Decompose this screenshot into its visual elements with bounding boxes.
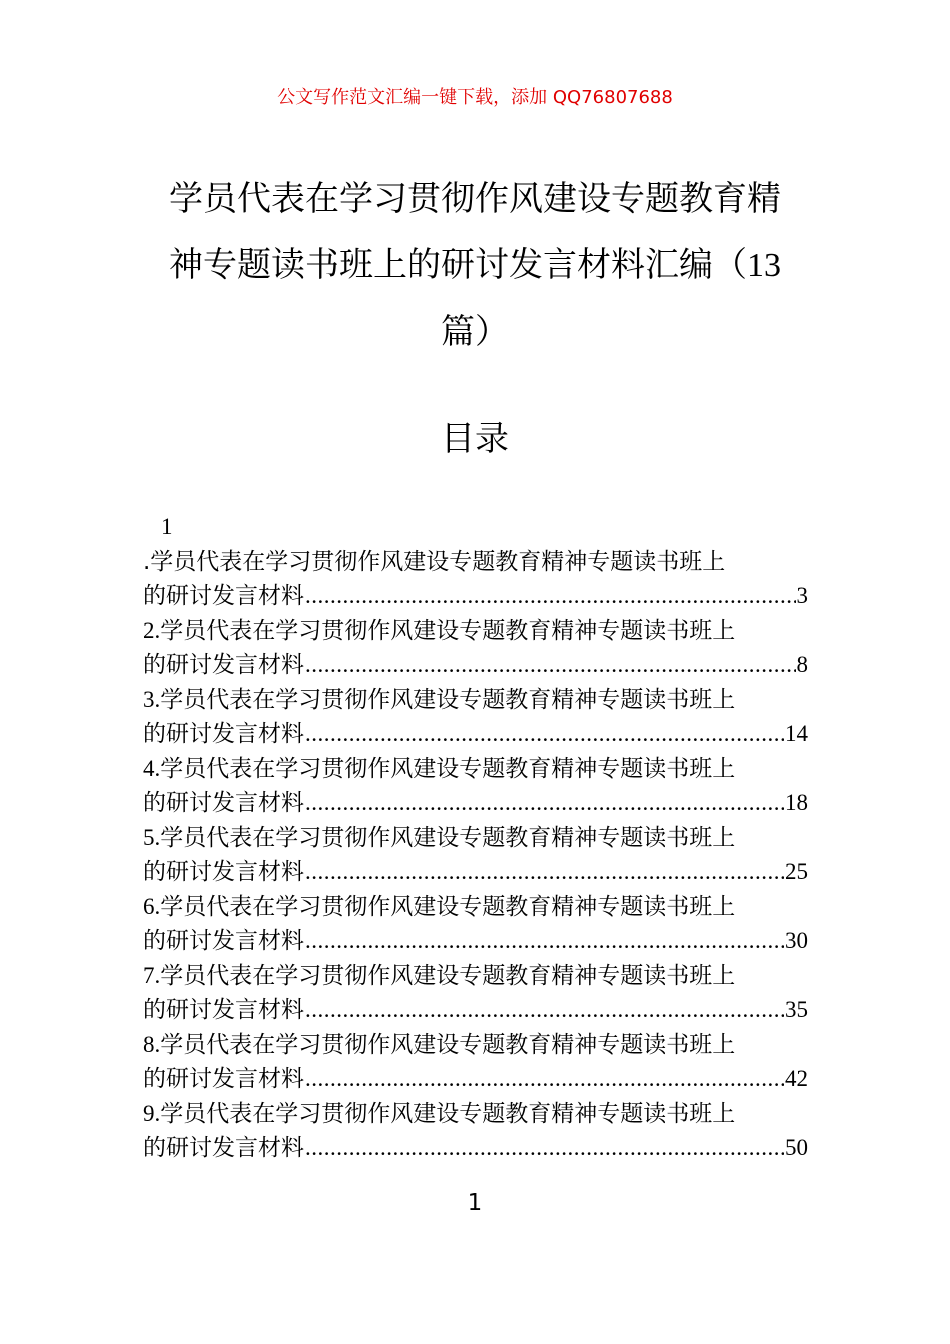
- toc-entry[interactable]: [143, 959, 808, 1028]
- toc-dot-leader: [305, 648, 796, 683]
- toc-dot-leader: [305, 993, 784, 1028]
- toc-heading: 目录: [441, 419, 509, 459]
- toc-dot-leader: [305, 855, 784, 890]
- toc-entry-number: 4.: [143, 755, 161, 781]
- toc-dot-leader: [305, 786, 784, 821]
- title-line-2-text: 神专题读书班上的研讨发言材料汇编（: [169, 245, 747, 285]
- toc-entry-page: 42: [785, 1066, 808, 1091]
- toc-entry-title-line1: .学员代表在学习贯彻作风建设专题教育精神专题读书班上: [143, 548, 726, 575]
- toc-entry[interactable]: [143, 510, 808, 614]
- table-of-contents: [143, 510, 808, 1166]
- toc-entry[interactable]: [143, 614, 808, 683]
- toc-entry-page: 8: [796, 652, 808, 677]
- toc-entry-title-line2: 的研讨发言材料: [143, 1066, 304, 1092]
- download-notice: 公文写作范文汇编一键下载，添加 QQ76807688: [277, 87, 673, 108]
- title-line-2: [150, 232, 800, 299]
- toc-entry-number: 5.: [143, 824, 161, 850]
- toc-entry-title-line1: 学员代表在学习贯彻作风建设专题教育精神专题读书班上: [160, 1031, 736, 1058]
- toc-entry-title-line1: 学员代表在学习贯彻作风建设专题教育精神专题读书班上: [160, 686, 736, 713]
- toc-entry-title-line1: 学员代表在学习贯彻作风建设专题教育精神专题读书班上: [160, 755, 736, 782]
- toc-entry-number: 6.: [143, 893, 161, 919]
- page-number: 1: [467, 1190, 483, 1216]
- document-title: [150, 166, 800, 365]
- toc-entry[interactable]: [143, 890, 808, 959]
- toc-entry[interactable]: [143, 821, 808, 890]
- toc-entry-title-line1: 学员代表在学习贯彻作风建设专题教育精神专题读书班上: [160, 893, 736, 920]
- toc-entry[interactable]: [143, 752, 808, 821]
- toc-entry-title-line2: 的研讨发言材料: [143, 721, 304, 747]
- toc-dot-leader: [305, 1062, 784, 1097]
- toc-entry-title-line2: 的研讨发言材料: [143, 652, 304, 678]
- toc-entry-page: 35: [785, 997, 808, 1022]
- toc-entry-number: 9.: [143, 1100, 161, 1126]
- toc-entry-title-line1: 学员代表在学习贯彻作风建设专题教育精神专题读书班上: [160, 824, 736, 851]
- toc-entry-title-line2: 的研讨发言材料: [143, 1135, 304, 1161]
- toc-dot-leader: [305, 1131, 784, 1166]
- title-line-3: 篇）: [441, 312, 509, 352]
- toc-entry[interactable]: [143, 683, 808, 752]
- toc-dot-leader: [305, 579, 796, 614]
- toc-entry-page: 30: [785, 928, 808, 953]
- toc-entry-page: 25: [785, 859, 808, 884]
- toc-dot-leader: [305, 924, 784, 959]
- toc-entry-title-line2: 的研讨发言材料: [143, 790, 304, 816]
- title-article-count: 13: [747, 247, 781, 284]
- toc-entry-number: 1: [161, 514, 173, 539]
- toc-entry-title-line2: 的研讨发言材料: [143, 583, 304, 609]
- toc-entry-title-line1: 学员代表在学习贯彻作风建设专题教育精神专题读书班上: [160, 617, 736, 644]
- toc-entry[interactable]: [143, 1028, 808, 1097]
- toc-entry-page: 3: [796, 583, 808, 608]
- toc-entry-title-line2: 的研讨发言材料: [143, 859, 304, 885]
- toc-entry-page: 14: [785, 721, 808, 746]
- toc-entry-title-line2: 的研讨发言材料: [143, 997, 304, 1023]
- toc-entry-title-line1: 学员代表在学习贯彻作风建设专题教育精神专题读书班上: [160, 962, 736, 989]
- toc-entry-title-line1: 学员代表在学习贯彻作风建设专题教育精神专题读书班上: [160, 1100, 736, 1127]
- toc-entry-page: 18: [785, 790, 808, 815]
- toc-dot-leader: [305, 717, 784, 752]
- toc-entry-title-line2: 的研讨发言材料: [143, 928, 304, 954]
- toc-entry-number: 3.: [143, 686, 161, 712]
- title-line-1: 学员代表在学习贯彻作风建设专题教育精: [169, 179, 781, 219]
- toc-entry-number: 2.: [143, 617, 161, 643]
- toc-entry[interactable]: [143, 1097, 808, 1166]
- toc-entry-number: 7.: [143, 962, 161, 988]
- toc-entry-number: 8.: [143, 1031, 161, 1057]
- toc-entry-page: 50: [785, 1135, 808, 1160]
